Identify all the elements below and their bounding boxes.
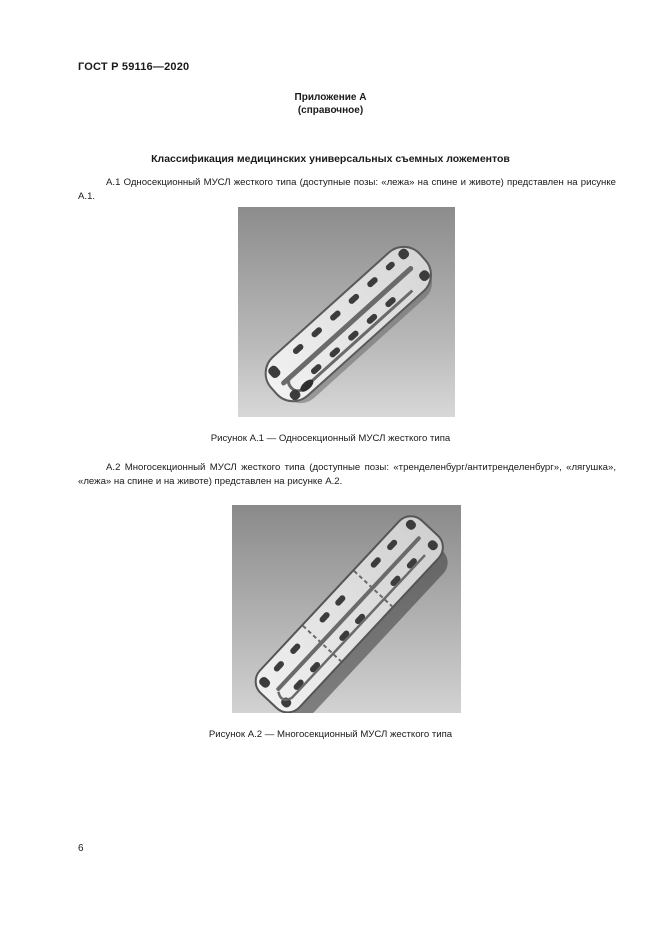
- paragraph-a2: [78, 461, 616, 489]
- paragraph-a2-text: А.2 Многосекционный МУСЛ жесткого типа (доступные позы: «тренделенбург/антитренделенбург», «лягушка», «лежа» на спине и на животе) представлен на рисунке А.2.: [78, 462, 616, 487]
- annex-header: [0, 91, 661, 117]
- figure-a1-image: [238, 207, 455, 417]
- section-heading: Классификация медицинских универсальных съемных ложементов: [151, 153, 510, 165]
- figure-a2-caption: Рисунок А.2 — Многосекционный МУСЛ жесткого типа: [208, 729, 453, 740]
- annex-title: Приложение А: [294, 92, 367, 103]
- figure-a2-image: [232, 505, 461, 713]
- page-number: 6: [78, 843, 84, 854]
- annex-subtitle: (справочное): [297, 105, 364, 116]
- multi-section-board-illustration: [232, 505, 461, 713]
- paragraph-a1-text: А.1 Односекционный МУСЛ жесткого типа (доступные позы: «лежа» на спине и животе) представлен на рисунке А.1.: [78, 177, 616, 202]
- single-section-board-illustration: [238, 207, 455, 417]
- standard-code: ГОСТ Р 59116—2020: [78, 61, 190, 73]
- figure-a1-caption: Рисунок А.1 — Односекционный МУСЛ жесткого типа: [210, 433, 451, 444]
- paragraph-a1: [78, 176, 616, 204]
